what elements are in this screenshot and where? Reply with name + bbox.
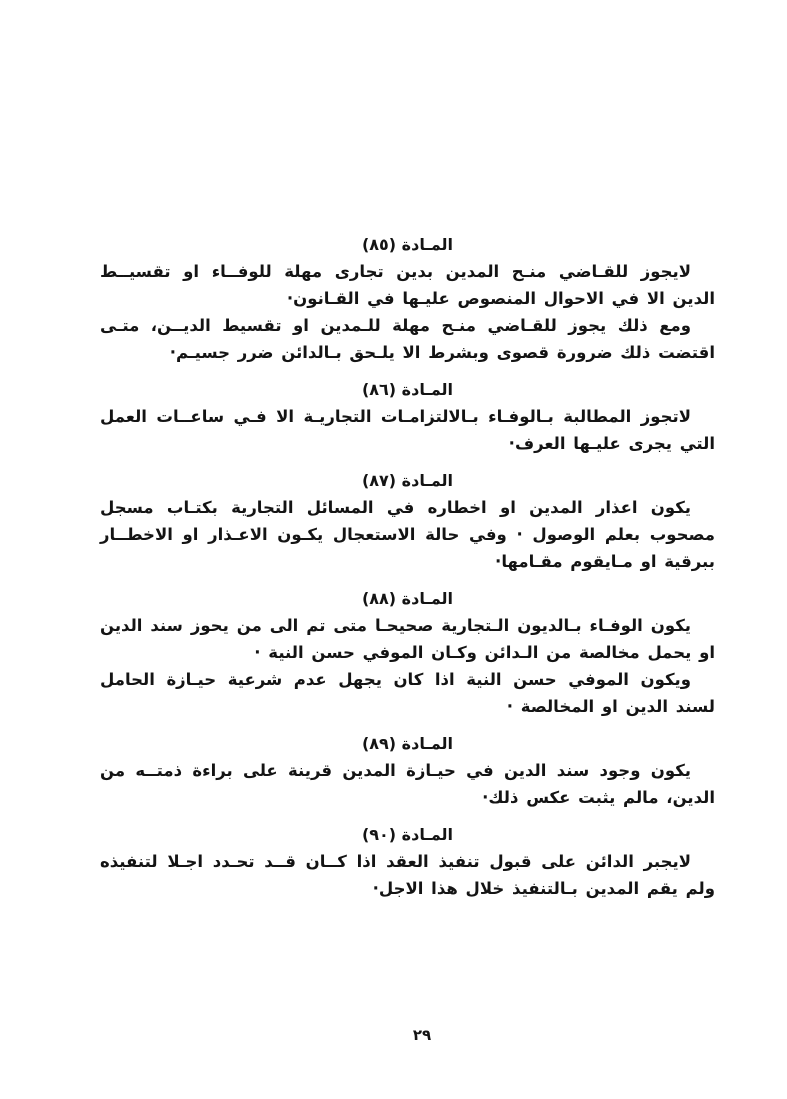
article-section-85 (100, 231, 715, 366)
article-paragraph: لاتجوز المطالبة بـالوفـاء بـالالتزامـات التجاريـة الا فـي ساعــات العمل التي يجرى عليـها العرف· (100, 407, 715, 453)
page-number: ٢٩ (412, 1026, 432, 1044)
article-title: المـادة (٨٦) (361, 380, 454, 399)
article-paragraph: ويكون الموفي حسن النية اذا كان يجهل عدم شرعية حيـازة الحامل لسند الدين او المخالصة · (100, 670, 715, 716)
article-section-89 (100, 730, 715, 811)
article-paragraph: يكون اعذار المدين او اخطاره في المسائل التجارية بكتـاب مسجل مصحوب بعلم الوصول · وفي حالة الاستعجال يكـون الاعـذار او الاخطــار ببرقية او مـايقوم مقـامها· (100, 498, 715, 571)
article-section-88 (100, 585, 715, 720)
article-section-87 (100, 467, 715, 575)
article-paragraph: لايجوز للقـاضي منـح المدين بدين تجارى مهلة للوفــاء او تقسيــط الدين الا في الاحوال المنصوص عليـها في القـانون· (100, 262, 715, 308)
article-paragraph: يكون وجود سند الدين في حيـازة المدين قرينة على براءة ذمتــه من الدين، مالم يثبت عكس ذلك· (100, 761, 715, 807)
article-title: المـادة (٩٠) (361, 825, 454, 844)
article-section-86 (100, 376, 715, 457)
article-paragraph: ومع ذلك يجوز للقـاضي منـح مهلة للـمدين او تقسيط الديــن، متـى اقتضت ذلك ضرورة قصوى وبشرط الا يلـحق بـالدائن ضرر جسيـم· (100, 316, 715, 362)
article-paragraph: يكون الوفـاء بـالديون الـتجارية صحيحـا متى تم الى من يحوز سند الدين او يحمل مخالصة من الـدائن وكـان الموفي حسن النية · (100, 616, 715, 662)
article-title: المـادة (٨٥) (361, 235, 454, 254)
article-title: المـادة (٨٧) (361, 471, 454, 490)
article-section-90 (100, 821, 715, 902)
article-paragraph: لايجبر الدائن على قبول تنفيذ العقد اذا كــان قــد تحـدد اجـلا لتنفيذه ولم يقم المدين بـالتنفيذ خلال هذا الاجل· (100, 852, 715, 898)
page-content (100, 231, 715, 902)
article-title: المـادة (٨٩) (361, 734, 454, 753)
article-title: المـادة (٨٨) (361, 589, 454, 608)
